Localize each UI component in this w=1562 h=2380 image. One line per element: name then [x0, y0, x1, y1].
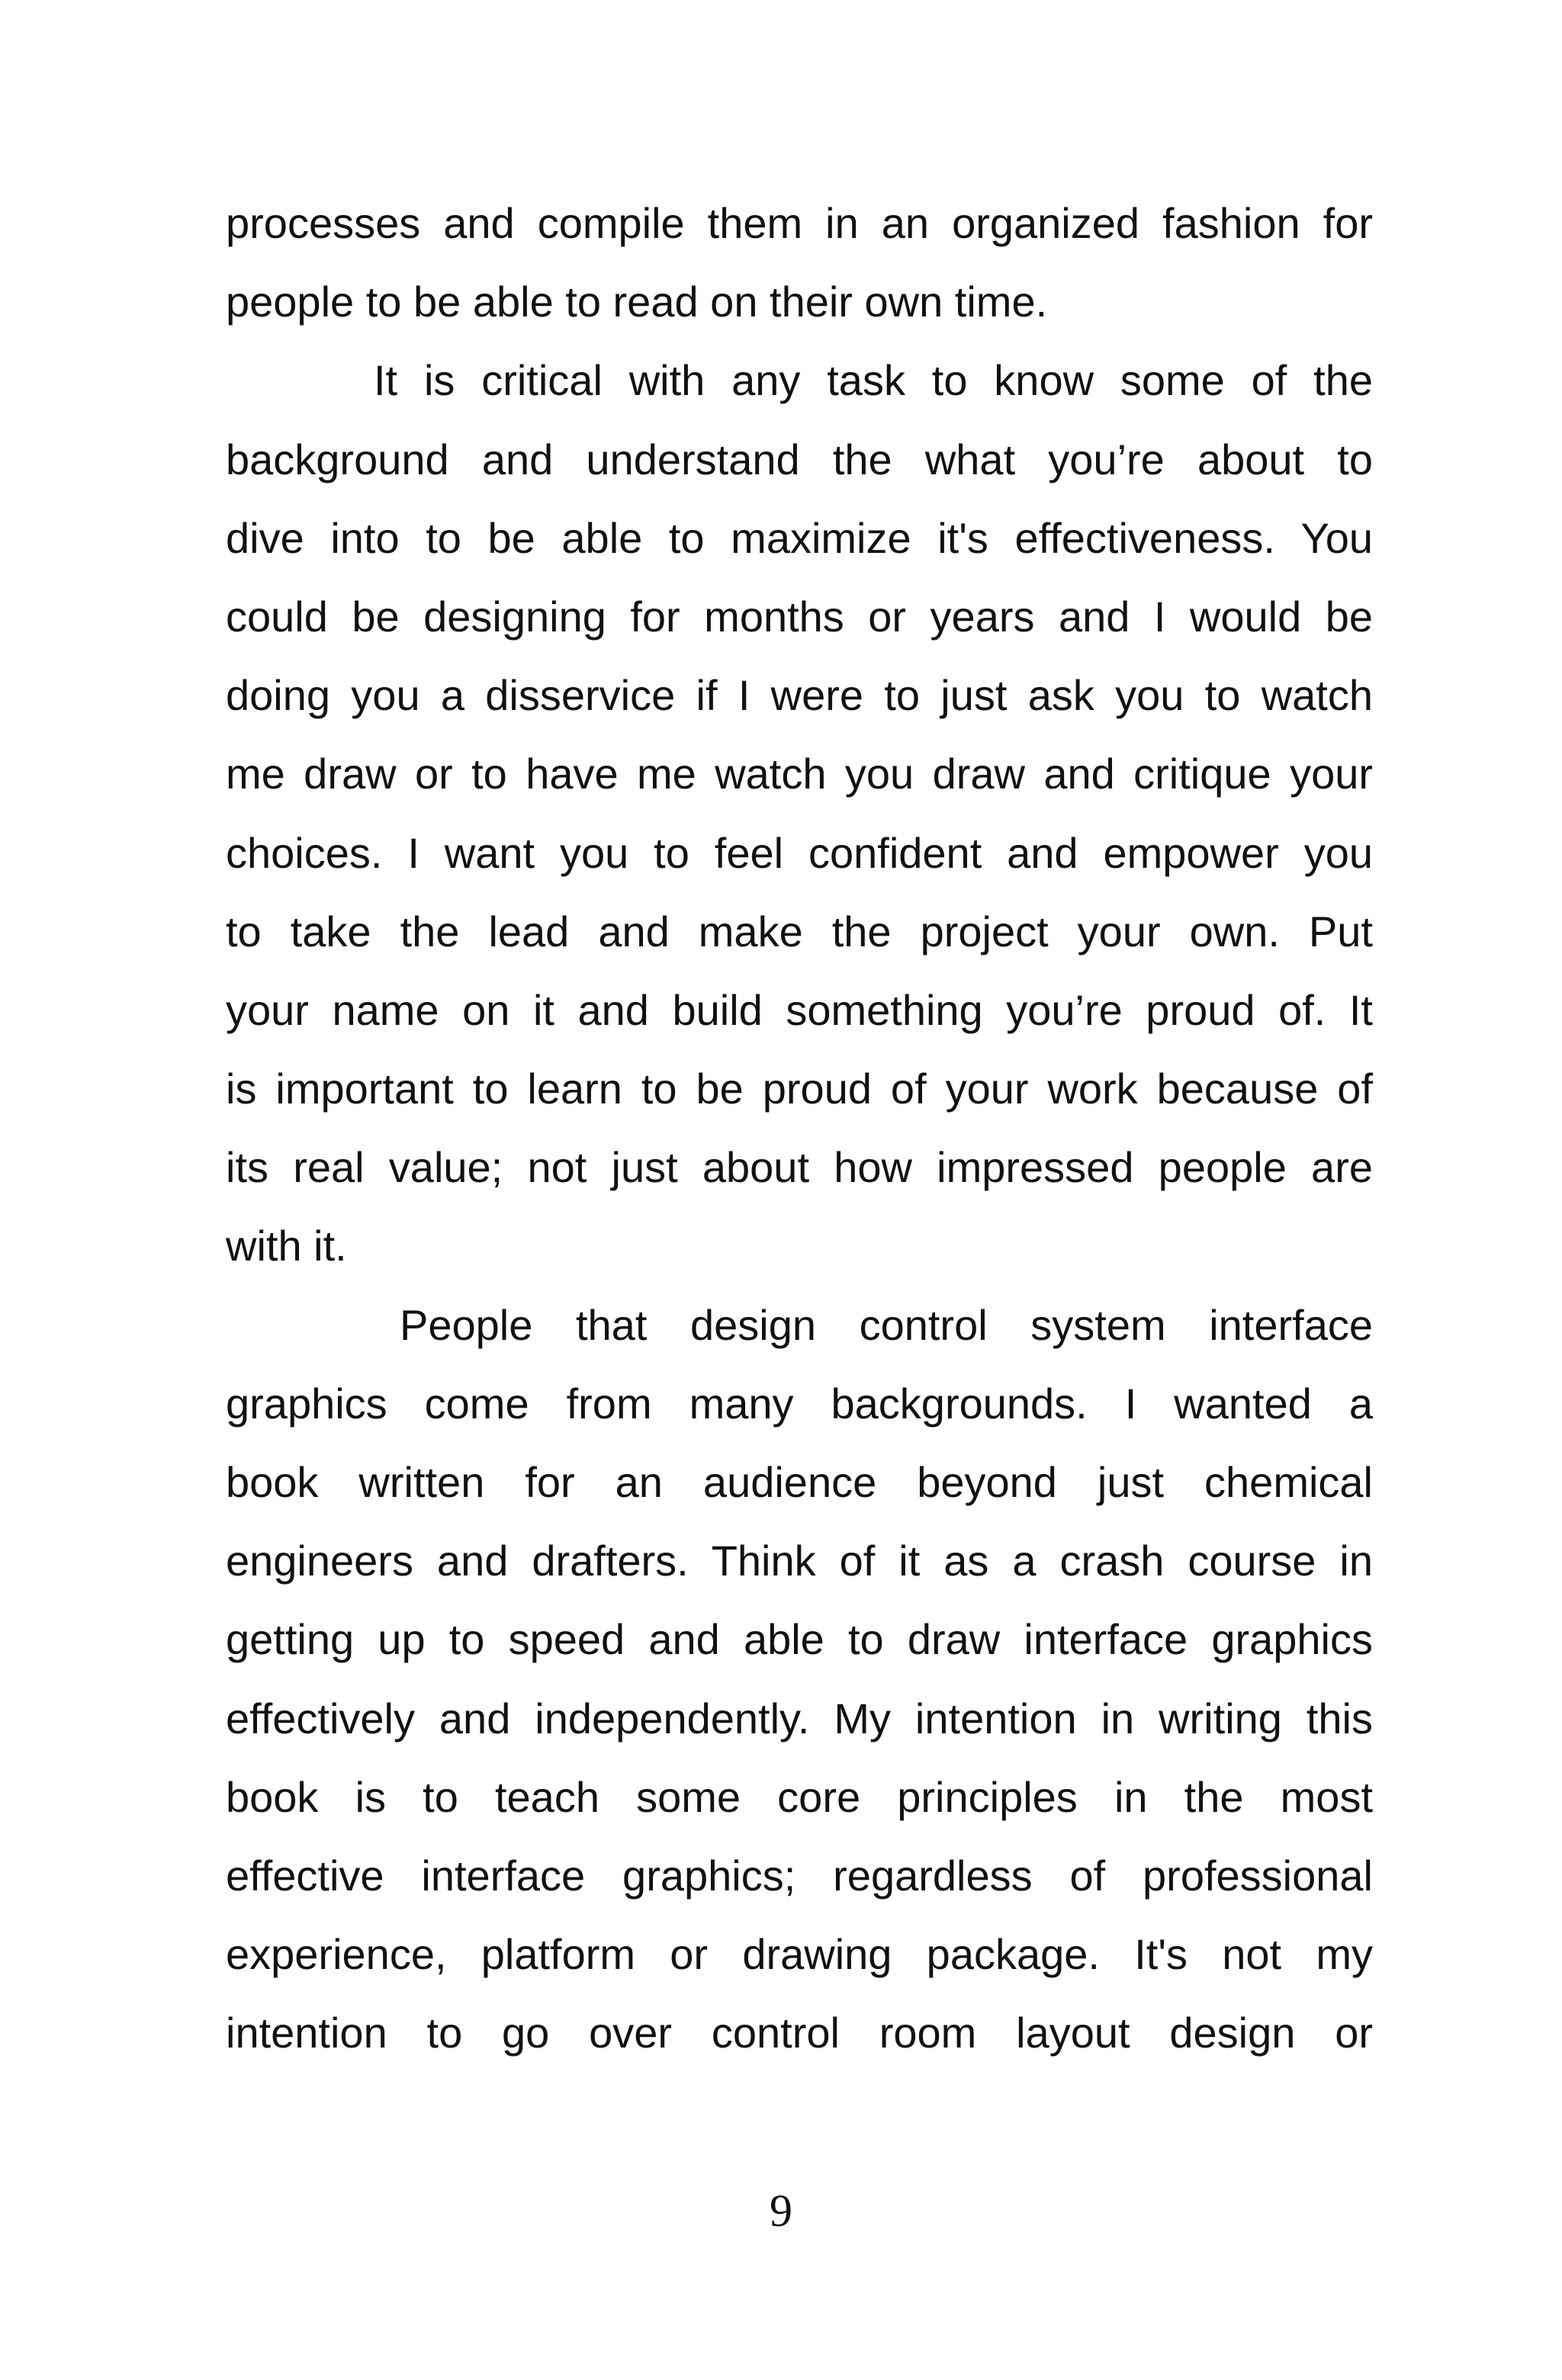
page-number: 9	[770, 2186, 792, 2236]
text-line: graphics come from many backgrounds. I wanted a	[226, 1379, 1373, 1428]
text-line: to take the lead and make the project your own. Put	[226, 907, 1373, 956]
text-line: dive into to be able to maximize it's effectiveness. You	[226, 513, 1373, 562]
text-line: background and understand the what you’re about to	[226, 435, 1373, 483]
text-line: is important to learn to be proud of your work because of	[226, 1065, 1373, 1113]
text-line: with it.	[226, 1222, 347, 1270]
text-line: book is to teach some core principles in the most	[226, 1772, 1373, 1821]
paragraph-first-line: People that design control system interface	[400, 1300, 1373, 1349]
text-line: effectively and independently. My intention in writing this	[226, 1694, 1373, 1742]
text-line: choices. I want you to feel confident and empower you	[226, 828, 1373, 877]
paragraph-first-line: It is critical with any task to know some of the	[374, 356, 1373, 405]
text-line: intention to go over control room layout design or	[226, 2009, 1373, 2057]
text-line: its real value; not just about how impressed people are	[226, 1143, 1373, 1192]
text-line: engineers and drafters. Think of it as a crash course in	[226, 1537, 1373, 1585]
body-text	[226, 197, 1373, 2086]
text-line: your name on it and build something you’re proud of. It	[226, 985, 1373, 1034]
text-line: effective interface graphics; regardless of professional	[226, 1851, 1373, 1900]
text-line: could be designing for months or years and I would be	[226, 592, 1373, 641]
text-line: processes and compile them in an organized fashion for	[226, 199, 1373, 247]
text-line: experience, platform or drawing package. It's not my	[226, 1930, 1373, 1979]
text-line: me draw or to have me watch you draw and critique your	[226, 750, 1373, 798]
text-line: doing you a disservice if I were to just ask you to watch	[226, 671, 1373, 720]
text-line: book written for an audience beyond just chemical	[226, 1458, 1373, 1506]
text-line: people to be able to read on their own time.	[226, 278, 1048, 326]
text-line: getting up to speed and able to draw interface graphics	[226, 1615, 1373, 1664]
